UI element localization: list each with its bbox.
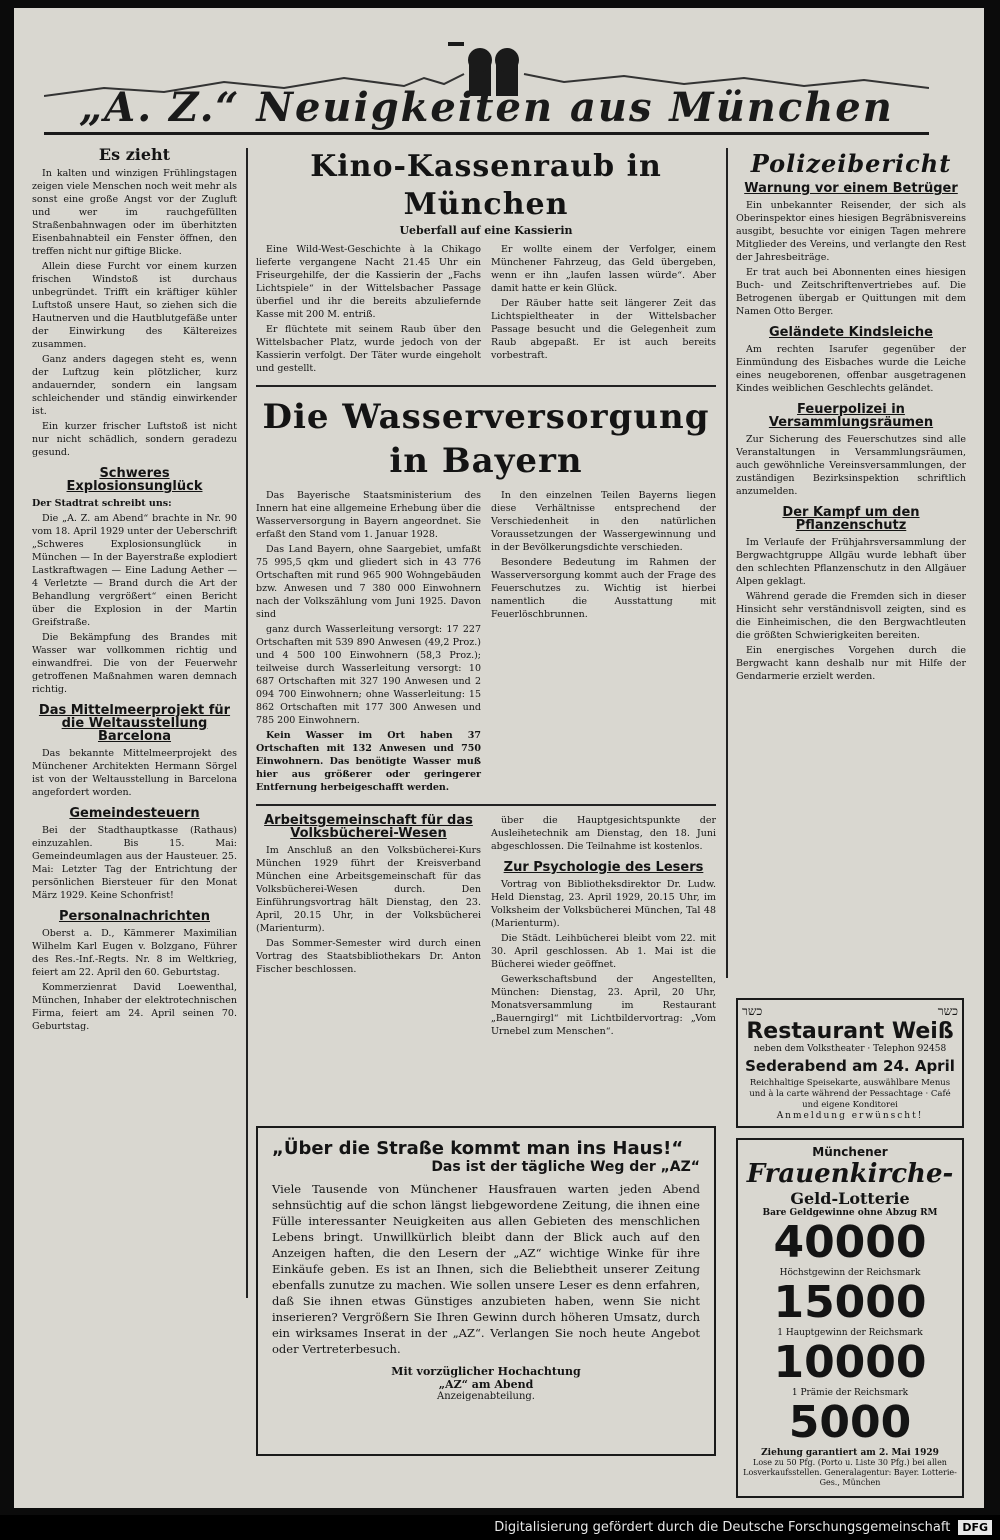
restaurant-detail: Reichhaltige Speisekarte, auswählbare Menus und à la carte während der Pessachtage · Café und eigene Konditorei xyxy=(749,1078,951,1110)
article-title-polizei: Polizeibericht xyxy=(750,149,952,178)
prize-5000: 5000 xyxy=(788,1397,912,1448)
az-subheadline: Das ist der tägliche Weg der „AZ“ xyxy=(431,1159,700,1175)
article-paragraph: Im Verlaufe der Frühjahrsversammlung der Bergwachtgruppe Allgäu wurde lebhaft über den schlechten Pflanzenschutz in den Allgäuer Alpen geklagt. xyxy=(736,537,966,587)
kosher-label: כשר xyxy=(742,1004,763,1018)
prize-label: 1 Prämie der Reichsmark xyxy=(791,1388,909,1398)
article-paragraph: Er wollte einem der Verfolger, einem Münchener Fahrzeug, das Geld übergeben, wenn er ihn „laufen lassen würde“. Aber damit hatte er kein Glück. xyxy=(491,244,716,294)
article-paragraph: In den einzelnen Teilen Bayerns liegen diese Verhältnisse entsprechend der Verschiedenheit in den natürlichen Voraussetzungen der Wassergewinnung und in der Bevölkerungsdichte verschieden. xyxy=(491,490,716,553)
article-title-wasser: Die Wasserversorgung in Bayern xyxy=(262,397,710,481)
prize-15000: 15000 xyxy=(773,1277,927,1328)
lottery-title: Frauenkirche- xyxy=(746,1159,954,1189)
article-title-kindsleiche: Geländete Kindsleiche xyxy=(769,325,933,340)
article-paragraph: Während gerade die Fremden sich in dieser Hinsicht sehr verständnisvoll zeigten, sind es die Einheimischen, die den Bergwachtleuten die größten Schwierigkeiten bereiten. xyxy=(736,591,966,641)
masthead-title: „A. Z.“ Neuigkeiten aus München xyxy=(44,82,929,135)
article-paragraph: Das Sommer-Semester wird durch einen Vortrag des Staatsbibliothekars Dr. Anton Fischer beschlossen. xyxy=(256,938,481,975)
article-paragraph: Allein diese Furcht vor einem kurzen frischen Windstoß ist durchaus unbegründet. Trifft ein kräftiger kühler Luftstoß unsere Haut, so ziehen sich die Hautnerven und die Hautblutgefäße unter der Einwirkung des Kältereizes zusammen. xyxy=(32,261,237,350)
newspaper-page xyxy=(14,8,984,1508)
article-paragraph: Am rechten Isarufer gegenüber der Einmündung des Eisbaches wurde die Leiche eines neugeborenen, offenbar ausgetragenen Kindes weiblichen Geschlechts geländet. xyxy=(736,344,966,394)
article-title-kino: Kino-Kassenraub in München xyxy=(310,149,662,222)
column-rule xyxy=(726,148,728,978)
az-sign: Anzeigenabteilung. xyxy=(437,1391,535,1402)
prize-10000: 10000 xyxy=(773,1337,927,1388)
article-paragraph: Das bekannte Mittelmeerprojekt des Münchener Architekten Hermann Sörgel ist von der Weltausstellung in Barcelona angefordert worden. xyxy=(32,748,237,798)
article-paragraph: über die Hauptgesichtspunkte der Ausleihetechnik am Dienstag, den 18. Juni abgeschlossen. Die Teilnahme ist kostenlos. xyxy=(491,815,716,852)
article-title-gemeindesteuern: Gemeindesteuern xyxy=(69,806,200,821)
kosher-label: כשר xyxy=(937,1004,958,1018)
article-paragraph: Er trat auch bei Abonnenten eines hiesigen Buch- und Zeitschriftenvertriebes auf. Die Betrogenen übergab er Quittungen mit dem Namen Otto Berger. xyxy=(736,267,966,317)
restaurant-address: neben dem Volkstheater · Telephon 92458 xyxy=(753,1044,947,1054)
lottery-fineprint: Lose zu 50 Pfg. (Porto u. Liste 30 Pfg.) bei allen Losverkaufsstellen. Generalagentur: Bayer. Lotterie-Ges., München xyxy=(743,1458,957,1487)
article-title-volksbuecherei: Arbeitsgemeinschaft für das Volksbücherei-Wesen xyxy=(264,813,473,841)
lottery-subtitle: Geld-Lotterie xyxy=(790,1189,910,1208)
prize-label: Höchstgewinn der Reichsmark xyxy=(779,1268,921,1278)
section-rule xyxy=(256,385,716,387)
article-paragraph: Eine Wild-West-Geschichte à la Chikago lieferte vergangene Nacht 21.45 Uhr ein Friseurgehilfe, der die Kassierin der „Fachs Lichtspiele“ in der Wittelsbacher Passage überfiel und ihr die bereits abzuliefernde Kasse mit 200 M. entriß. xyxy=(256,244,481,320)
column-left xyxy=(32,148,237,1498)
restaurant-headline: Sederabend am 24. April xyxy=(745,1057,955,1075)
article-title-personal: Personalnachrichten xyxy=(58,909,210,924)
article-paragraph: Ganz anders dagegen steht es, wenn der Luftzug kein plötzlicher, kurz andauernder, sondern ein langsam schleichender und ständig einwirkender ist. xyxy=(32,354,237,417)
article-paragraph: Kein Wasser im Ort haben 37 Ortschaften mit 132 Anwesen und 750 Einwohnern. Das benötigte Wasser muß hier aus größerer oder geringerer Entfernung herbeigeschafft werden. xyxy=(256,730,481,793)
article-paragraph: Besondere Bedeutung im Rahmen der Wasserversorgung kommt auch der Frage des Feuerschutzes zu. Wichtig ist hierbei namentlich die Ausstattung mit Feuerlöschbrunnen. xyxy=(491,557,716,620)
article-paragraph: Der Räuber hatte seit längerer Zeit das Lichtspieltheater in der Wittelsbacher Passage besucht und die Gelegenheit zum Raub abgepaßt. Er ist auch bereits vorbestraft. xyxy=(491,298,716,361)
article-paragraph: ganz durch Wasserleitung versorgt: 17 227 Ortschaften mit 539 890 Anwesen (49,2 Proz.) und 4 500 100 Einwohnern (58,3 Proz.); teilweise durch Wasserleitung versorgt: 10 687 Ortschaften mit 327 190 Anwesen und 2 094 700 Einwohnern; ohne Wasserleitung: 15 862 Ortschaften mit 177 300 Anwesen und 785 200 Einwohnern. xyxy=(256,624,481,726)
az-body: Viele Tausende von Münchener Hausfrauen warten jeden Abend sehnsüchtig auf die schon längst liebgewordene Zeitung, die ihnen eine Fülle interessanter Neuigkeiten aus allen Gebieten des menschlichen Lebens bringt. Unwillkürlich bleibt dann der Blick auch auf den Anzeigen haften, die den Lesern der „AZ“ wichtige Winke für ihre Einkäufe geben. Es ist an Ihnen, sich die Beliebtheit unserer Zeitung ebenfalls zunutze zu machen. Wie sollen unsere Leser es denn erfahren, daß Sie ihnen etwas Günstiges anzubieten haben, wenn Sie nicht inserieren? Vergrößern Sie Ihren Gewinn durch höheren Umsatz, durch ein wirksames Inserat in der „AZ“. Verlangen Sie noch heute Angebot oder Vertreterbesuch. xyxy=(272,1182,700,1356)
article-paragraph: In kalten und winzigen Frühlingstagen zeigen viele Menschen noch weit mehr als sonst eine große Angst vor der Zugluft und wer im rauchgefüllten Straßenbahnwagen oder im überhitzten Eisenbahnabteil ein Fenster öffnen, den treffen nicht nur giftige Blicke. xyxy=(32,168,237,257)
article-paragraph: Die „A. Z. am Abend“ brachte in Nr. 90 vom 18. April 1929 unter der Ueberschrift „Schweres Explosionsunglück in München — In der Bayerstraße explodiert Lastkraftwagen — Eine Ladung Aether — 4 Verletzte — Brand durch die Art der Behandlung vergrößert“ einen Bericht über die Explosion in der Martin Greifstraße. xyxy=(32,513,237,628)
article-title-es-zieht: Es zieht xyxy=(98,148,171,164)
az-sign: „AZ“ am Abend xyxy=(438,1378,534,1391)
article-title-mittelmeer: Das Mittelmeerprojekt für die Weltausstellung Barcelona xyxy=(38,703,231,744)
article-paragraph: Er flüchtete mit seinem Raub über den Wittelsbacher Platz, wurde jedoch von der Kassierin verfolgt. Der Täter wurde eingeholt und gestellt. xyxy=(256,324,481,374)
article-subtitle: Warnung vor einem Betrüger xyxy=(744,181,958,196)
lottery-top: Münchener xyxy=(812,1145,888,1159)
article-paragraph: Ein kurzer frischer Luftstoß ist nicht nur nicht schädlich, sondern geradezu gesund. xyxy=(32,421,237,458)
article-paragraph: Die Bekämpfung des Brandes mit Wasser war vollkommen richtig und einwandfrei. Die von der Feuerwehr getroffenen Maßnahmen waren demnach richtig. xyxy=(32,632,237,695)
article-paragraph: Die Städt. Leihbücherei bleibt vom 22. mit 30. April geschlossen. Ab 1. Mai ist die Bücherei wieder geöffnet. xyxy=(491,933,716,970)
article-title-feuerpolizei: Feuerpolizei in Versammlungsräumen xyxy=(768,402,934,430)
restaurant-name: Restaurant Weiß xyxy=(746,1019,954,1044)
section-rule xyxy=(256,804,716,806)
article-paragraph: Oberst a. D., Kämmerer Maximilian Wilhelm Karl Eugen v. Bolzgano, Führer des Res.-Inf.-Regts. Nr. 8 im Weltkrieg, feiert am 22. April den 60. Geburtstag. xyxy=(32,928,237,978)
restaurant-ad xyxy=(736,998,964,1128)
article-title-pflanzenschutz: Der Kampf um den Pflanzenschutz xyxy=(782,505,920,533)
prize-label: 1 Hauptgewinn der Reichsmark xyxy=(777,1328,923,1338)
article-subtitle: Ueberfall auf eine Kassierin xyxy=(399,224,573,237)
column-center xyxy=(256,148,716,1273)
prize-label: Ziehung garantiert am 2. Mai 1929 xyxy=(761,1448,939,1458)
prize-40000: 40000 xyxy=(773,1217,927,1268)
az-sign: Mit vorzüglicher Hochachtung xyxy=(391,1365,581,1378)
restaurant-note: Anmeldung erwünscht! xyxy=(776,1111,924,1121)
article-paragraph: Das Bayerische Staatsministerium des Innern hat eine allgemeine Erhebung über die Wasserversorgung in Bayern angeordnet. Sie erfaßt den Stand vom 1. Januar 1928. xyxy=(256,490,481,540)
article-title-psychologie: Zur Psychologie des Lesers xyxy=(503,860,704,875)
article-paragraph: Ein energisches Vorgehen durch die Bergwacht kann deshalb nur mit Hilfe der Gendarmerie erzielt werden. xyxy=(736,645,966,682)
column-right xyxy=(736,148,966,978)
column-rule xyxy=(246,148,248,1298)
dfg-logo: DFG xyxy=(958,1520,992,1535)
article-paragraph: Das Land Bayern, ohne Saargebiet, umfaßt 75 995,5 qkm und gliedert sich in 43 776 Ortschaften mit rund 965 900 Wohngebäuden bzw. Anwesen und 7 380 000 Einwohnern nach der Volkszählung vom Juni 1925. Davon sind xyxy=(256,544,481,620)
az-headline: „Über die Straße kommt man ins Haus!“ xyxy=(272,1138,684,1159)
article-paragraph: Im Anschluß an den Volksbücherei-Kurs München 1929 führt der Kreisverband München eine Arbeitsgemeinschaft für das Volksbücherei-Wesen durch. Den Einführungsvortrag hält Dienstag, den 23. April, 20.15 Uhr, in der Volksbücherei (Marienturm). xyxy=(256,845,481,934)
footer-text: Digitalisierung gefördert durch die Deutsche Forschungsgemeinschaft xyxy=(494,1520,951,1535)
article-paragraph: Ein unbekannter Reisender, der sich als Oberinspektor eines hiesigen Begräbnisvereins ausgibt, besuchte vor einigen Tagen mehrere Mitglieder des Vereins, und verlangte den Rest der Jahresbeiträge. xyxy=(736,200,966,263)
az-advert-box xyxy=(256,1126,716,1456)
lottery-ad xyxy=(736,1138,964,1498)
article-paragraph: Kommerzienrat David Loewenthal, München, Inhaber der elektrotechnischen Firma, feiert am 24. April seinen 70. Geburtstag. xyxy=(32,982,237,1032)
article-byline: Der Stadtrat schreibt uns: xyxy=(32,498,172,509)
article-paragraph: Gewerkschaftsbund der Angestellten, München: Dienstag, 23. April, 20 Uhr, Monatsversammlung im Restaurant „Bauerngirgl“ mit Lichtbildervortrag: „Vom Urnebel zum Menschen“. xyxy=(491,974,716,1037)
digitization-footer xyxy=(0,1515,1000,1540)
article-paragraph: Bei der Stadthauptkasse (Rathaus) einzuzahlen. Bis 15. Mai: Gemeindeumlagen aus der Hausteuer. 25. Mai: Letzter Tag der Entrichtung der persönlichen Biersteuer für den Monat März 1929. Keine Schonfrist! xyxy=(32,825,237,901)
masthead xyxy=(44,38,929,138)
article-title-explosion: Schweres Explosionsunglück xyxy=(66,466,203,494)
article-paragraph: Vortrag von Bibliotheksdirektor Dr. Ludw. Held Dienstag, 23. April 1929, 20.15 Uhr, im Volksheim der Volksbücherei München, Tal 48 (Marienturm). xyxy=(491,879,716,929)
lottery-note: Bare Geldgewinne ohne Abzug RM xyxy=(762,1208,938,1218)
article-paragraph: Zur Sicherung des Feuerschutzes sind alle Veranstaltungen in Versammlungsräumen, auch gewöhnliche Vereinsversammlungen, der zuständigen Bezirksinspektion schriftlich anzumelden. xyxy=(736,434,966,497)
